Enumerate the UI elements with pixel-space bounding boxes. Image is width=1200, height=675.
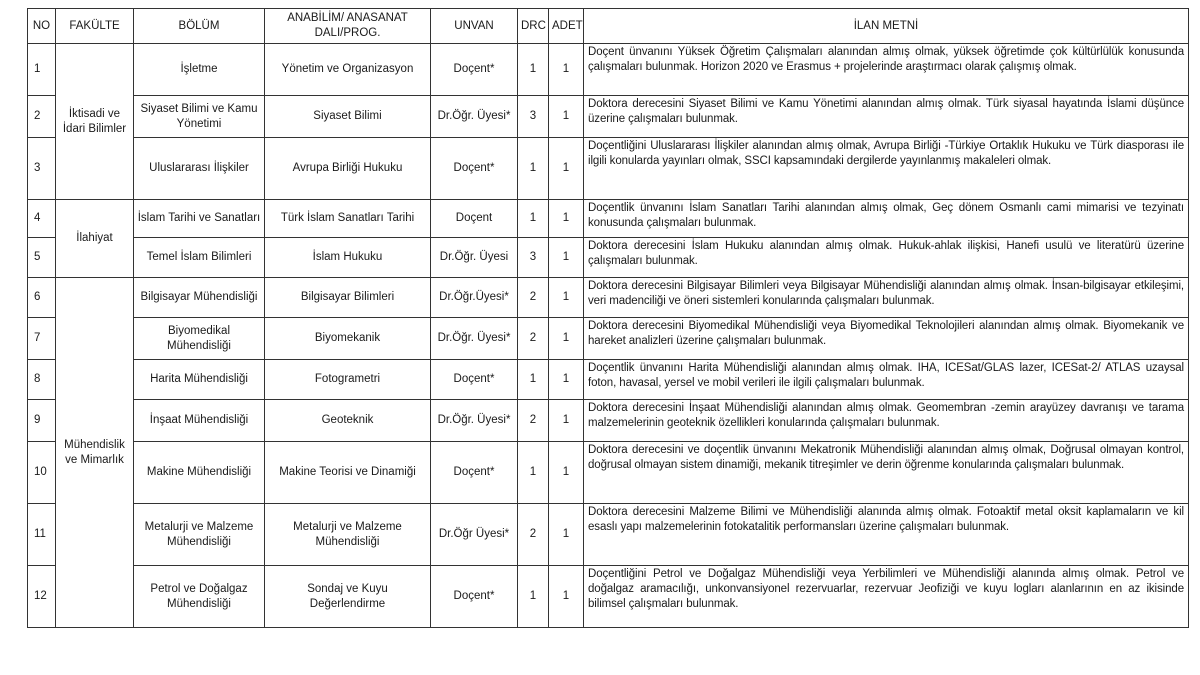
row-ilan: Doçentliğini Uluslararası İlişkiler alanından almış olmak, Avrupa Birliği -Türkiye Ortaklık Hukuku ve Türk diasporası ile ilgili konularda yayınları olmak, SSCI kapsamındaki dergilerde yayınlanmış makaleleri olmak. [584,138,1189,200]
table-row [28,400,1189,442]
header-fakulte: FAKÜLTE [56,9,134,44]
row-bolum: Siyaset Bilimi ve Kamu Yönetimi [134,96,265,138]
row-adet: 1 [549,96,584,138]
row-anabilim: Avrupa Birliği Hukuku [265,138,431,200]
row-ilan: Doçentliğini Petrol ve Doğalgaz Mühendisliği veya Yerbilimleri ve Mühendisliği alanında almış olmak. Petrol ve doğalgaz aramacılığı, unkonvansiyonel rezervuarlar, rezervuar Jeofiziği ve kuyu logları alanlarının en az ikisinde bilimsel çalışmaları bulunmak. [584,566,1189,628]
row-anabilim: Metalurji ve Malzeme Mühendisliği [265,504,431,566]
row-adet: 1 [549,360,584,400]
header-row [28,9,1189,44]
row-no: 3 [28,138,56,200]
row-ilan: Doktora derecesini ve doçentlik ünvanını Mekatronik Mühendisliği alanından almış olmak, Doğrusal olmayan kontrol, doğrusal olmayan sistem dinamiği, mekanik titreşimler ve derin öğrenme konularında çalışmaları bulunmak. [584,442,1189,504]
row-bolum: Metalurji ve Malzeme Mühendisliği [134,504,265,566]
table-row [28,504,1189,566]
row-ilan: Doktora derecesini İnşaat Mühendisliği alanından almış olmak. Geomembran -zemin arayüzey davranışı ve tarama malzemelerinin geoteknik özellikleri konularında çalışmaları bulunmak. [584,400,1189,442]
row-adet: 1 [549,278,584,318]
faculty-cell: Mühendislik ve Mimarlık [56,278,134,628]
row-unvan: Dr.Öğr.Üyesi* [431,278,518,318]
row-no: 2 [28,96,56,138]
faculty-cell: İktisadi ve İdari Bilimler [56,44,134,200]
row-adet: 1 [549,238,584,278]
row-adet: 1 [549,442,584,504]
row-ilan: Doçentlik ünvanını İslam Sanatları Tarihi alanından almış olmak, Geç dönem Osmanlı cami mimarisi ve tezyinatı konusunda çalışmaları bulunmak. [584,200,1189,238]
row-no: 9 [28,400,56,442]
row-ilan: Doktora derecesini Siyaset Bilimi ve Kamu Yönetimi alanından almış olmak. Türk siyasal hayatında İslami düşünce üzerine çalışmaları bulunmak. [584,96,1189,138]
row-drc: 1 [518,442,549,504]
row-anabilim: İslam Hukuku [265,238,431,278]
row-drc: 3 [518,96,549,138]
row-ilan: Doktora derecesini Biyomedikal Mühendisliği veya Biyomedikal Teknolojileri alanından almış olmak. Biyomekanik ve hareket analizleri üzerine çalışmaları bulunmak. [584,318,1189,360]
table-row [28,238,1189,278]
row-bolum: İşletme [134,44,265,96]
row-anabilim: Siyaset Bilimi [265,96,431,138]
row-unvan: Dr.Öğr. Üyesi* [431,96,518,138]
header-ilan: İLAN METNİ [584,9,1189,44]
row-anabilim: Sondaj ve Kuyu Değerlendirme [265,566,431,628]
table-row [28,566,1189,628]
row-bolum: Petrol ve Doğalgaz Mühendisliği [134,566,265,628]
row-bolum: İslam Tarihi ve Sanatları [134,200,265,238]
row-drc: 3 [518,238,549,278]
row-bolum: Makine Mühendisliği [134,442,265,504]
header-adet: ADET [549,9,584,44]
row-drc: 1 [518,138,549,200]
row-bolum: Biyomedikal Mühendisliği [134,318,265,360]
row-adet: 1 [549,200,584,238]
row-adet: 1 [549,138,584,200]
header-drc: DRC [518,9,549,44]
faculty-cell: İlahiyat [56,200,134,278]
row-anabilim: Fotogrametri [265,360,431,400]
row-drc: 2 [518,278,549,318]
row-no: 10 [28,442,56,504]
row-anabilim: Makine Teorisi ve Dinamiği [265,442,431,504]
table-row [28,44,1189,96]
row-anabilim: Geoteknik [265,400,431,442]
row-no: 7 [28,318,56,360]
row-bolum: Uluslararası İlişkiler [134,138,265,200]
table-row [28,360,1189,400]
row-drc: 1 [518,44,549,96]
row-adet: 1 [549,400,584,442]
row-drc: 1 [518,360,549,400]
row-drc: 1 [518,200,549,238]
row-unvan: Doçent* [431,44,518,96]
row-anabilim: Biyomekanik [265,318,431,360]
header-no: NO [28,9,56,44]
row-unvan: Doçent* [431,138,518,200]
row-no: 5 [28,238,56,278]
row-ilan: Doçentlik ünvanını Harita Mühendisliği alanından almış olmak. IHA, ICESat/GLAS lazer, ICESat-2/ ATLAS uzaysal foton, havasal, yersel ve mobil verileri ile ilgili çalışmaları bulunmak. [584,360,1189,400]
header-unvan: UNVAN [431,9,518,44]
row-unvan: Dr.Öğr. Üyesi* [431,400,518,442]
row-unvan: Dr.Öğr. Üyesi [431,238,518,278]
row-unvan: Dr.Öğr. Üyesi* [431,318,518,360]
row-unvan: Doçent* [431,566,518,628]
row-unvan: Dr.Öğr Üyesi* [431,504,518,566]
job-posting-table [27,8,1189,628]
row-no: 8 [28,360,56,400]
row-unvan: Doçent* [431,360,518,400]
row-unvan: Doçent [431,200,518,238]
row-no: 4 [28,200,56,238]
row-anabilim: Türk İslam Sanatları Tarihi [265,200,431,238]
row-anabilim: Yönetim ve Organizasyon [265,44,431,96]
row-bolum: Harita Mühendisliği [134,360,265,400]
row-no: 11 [28,504,56,566]
row-ilan: Doktora derecesini İslam Hukuku alanından almış olmak. Hukuk-ahlak ilişkisi, Hanefi usulü ve literatürü üzerine çalışmaları bulunmak. [584,238,1189,278]
table-row [28,138,1189,200]
table-row [28,278,1189,318]
row-adet: 1 [549,504,584,566]
document-page [27,8,1189,628]
row-adet: 1 [549,566,584,628]
table-row [28,318,1189,360]
row-no: 1 [28,44,56,96]
row-no: 6 [28,278,56,318]
table-row [28,200,1189,238]
row-drc: 1 [518,566,549,628]
row-bolum: İnşaat Mühendisliği [134,400,265,442]
table-row [28,96,1189,138]
row-no: 12 [28,566,56,628]
table-row [28,442,1189,504]
header-anabilim: ANABİLİM/ ANASANAT DALI/PROG. [265,9,431,44]
row-ilan: Doçent ünvanını Yüksek Öğretim Çalışmaları alanından almış olmak, yüksek öğretimde çok kültürlülük konusunda çalışmaları bulunmak. Horizon 2020 ve Erasmus + projelerinde araştırmacı olarak çalışmış olmak. [584,44,1189,96]
row-adet: 1 [549,44,584,96]
header-bolum: BÖLÜM [134,9,265,44]
row-ilan: Doktora derecesini Malzeme Bilimi ve Mühendisliği alanında almış olmak. Fotoaktif metal oksit kaplamaların ve kil esaslı yapı malzemelerinin fotokatalitik performansları üzerine çalışmaları bulunmak. [584,504,1189,566]
row-drc: 2 [518,504,549,566]
row-anabilim: Bilgisayar Bilimleri [265,278,431,318]
row-drc: 2 [518,318,549,360]
row-unvan: Doçent* [431,442,518,504]
row-adet: 1 [549,318,584,360]
row-bolum: Temel İslam Bilimleri [134,238,265,278]
row-ilan: Doktora derecesini Bilgisayar Bilimleri veya Bilgisayar Mühendisliği alanından almış olmak. İnsan-bilgisayar etkileşimi, veri madenciliği ve öneri sistemleri konularında çalışmaları bulunmak. [584,278,1189,318]
row-bolum: Bilgisayar Mühendisliği [134,278,265,318]
row-drc: 2 [518,400,549,442]
